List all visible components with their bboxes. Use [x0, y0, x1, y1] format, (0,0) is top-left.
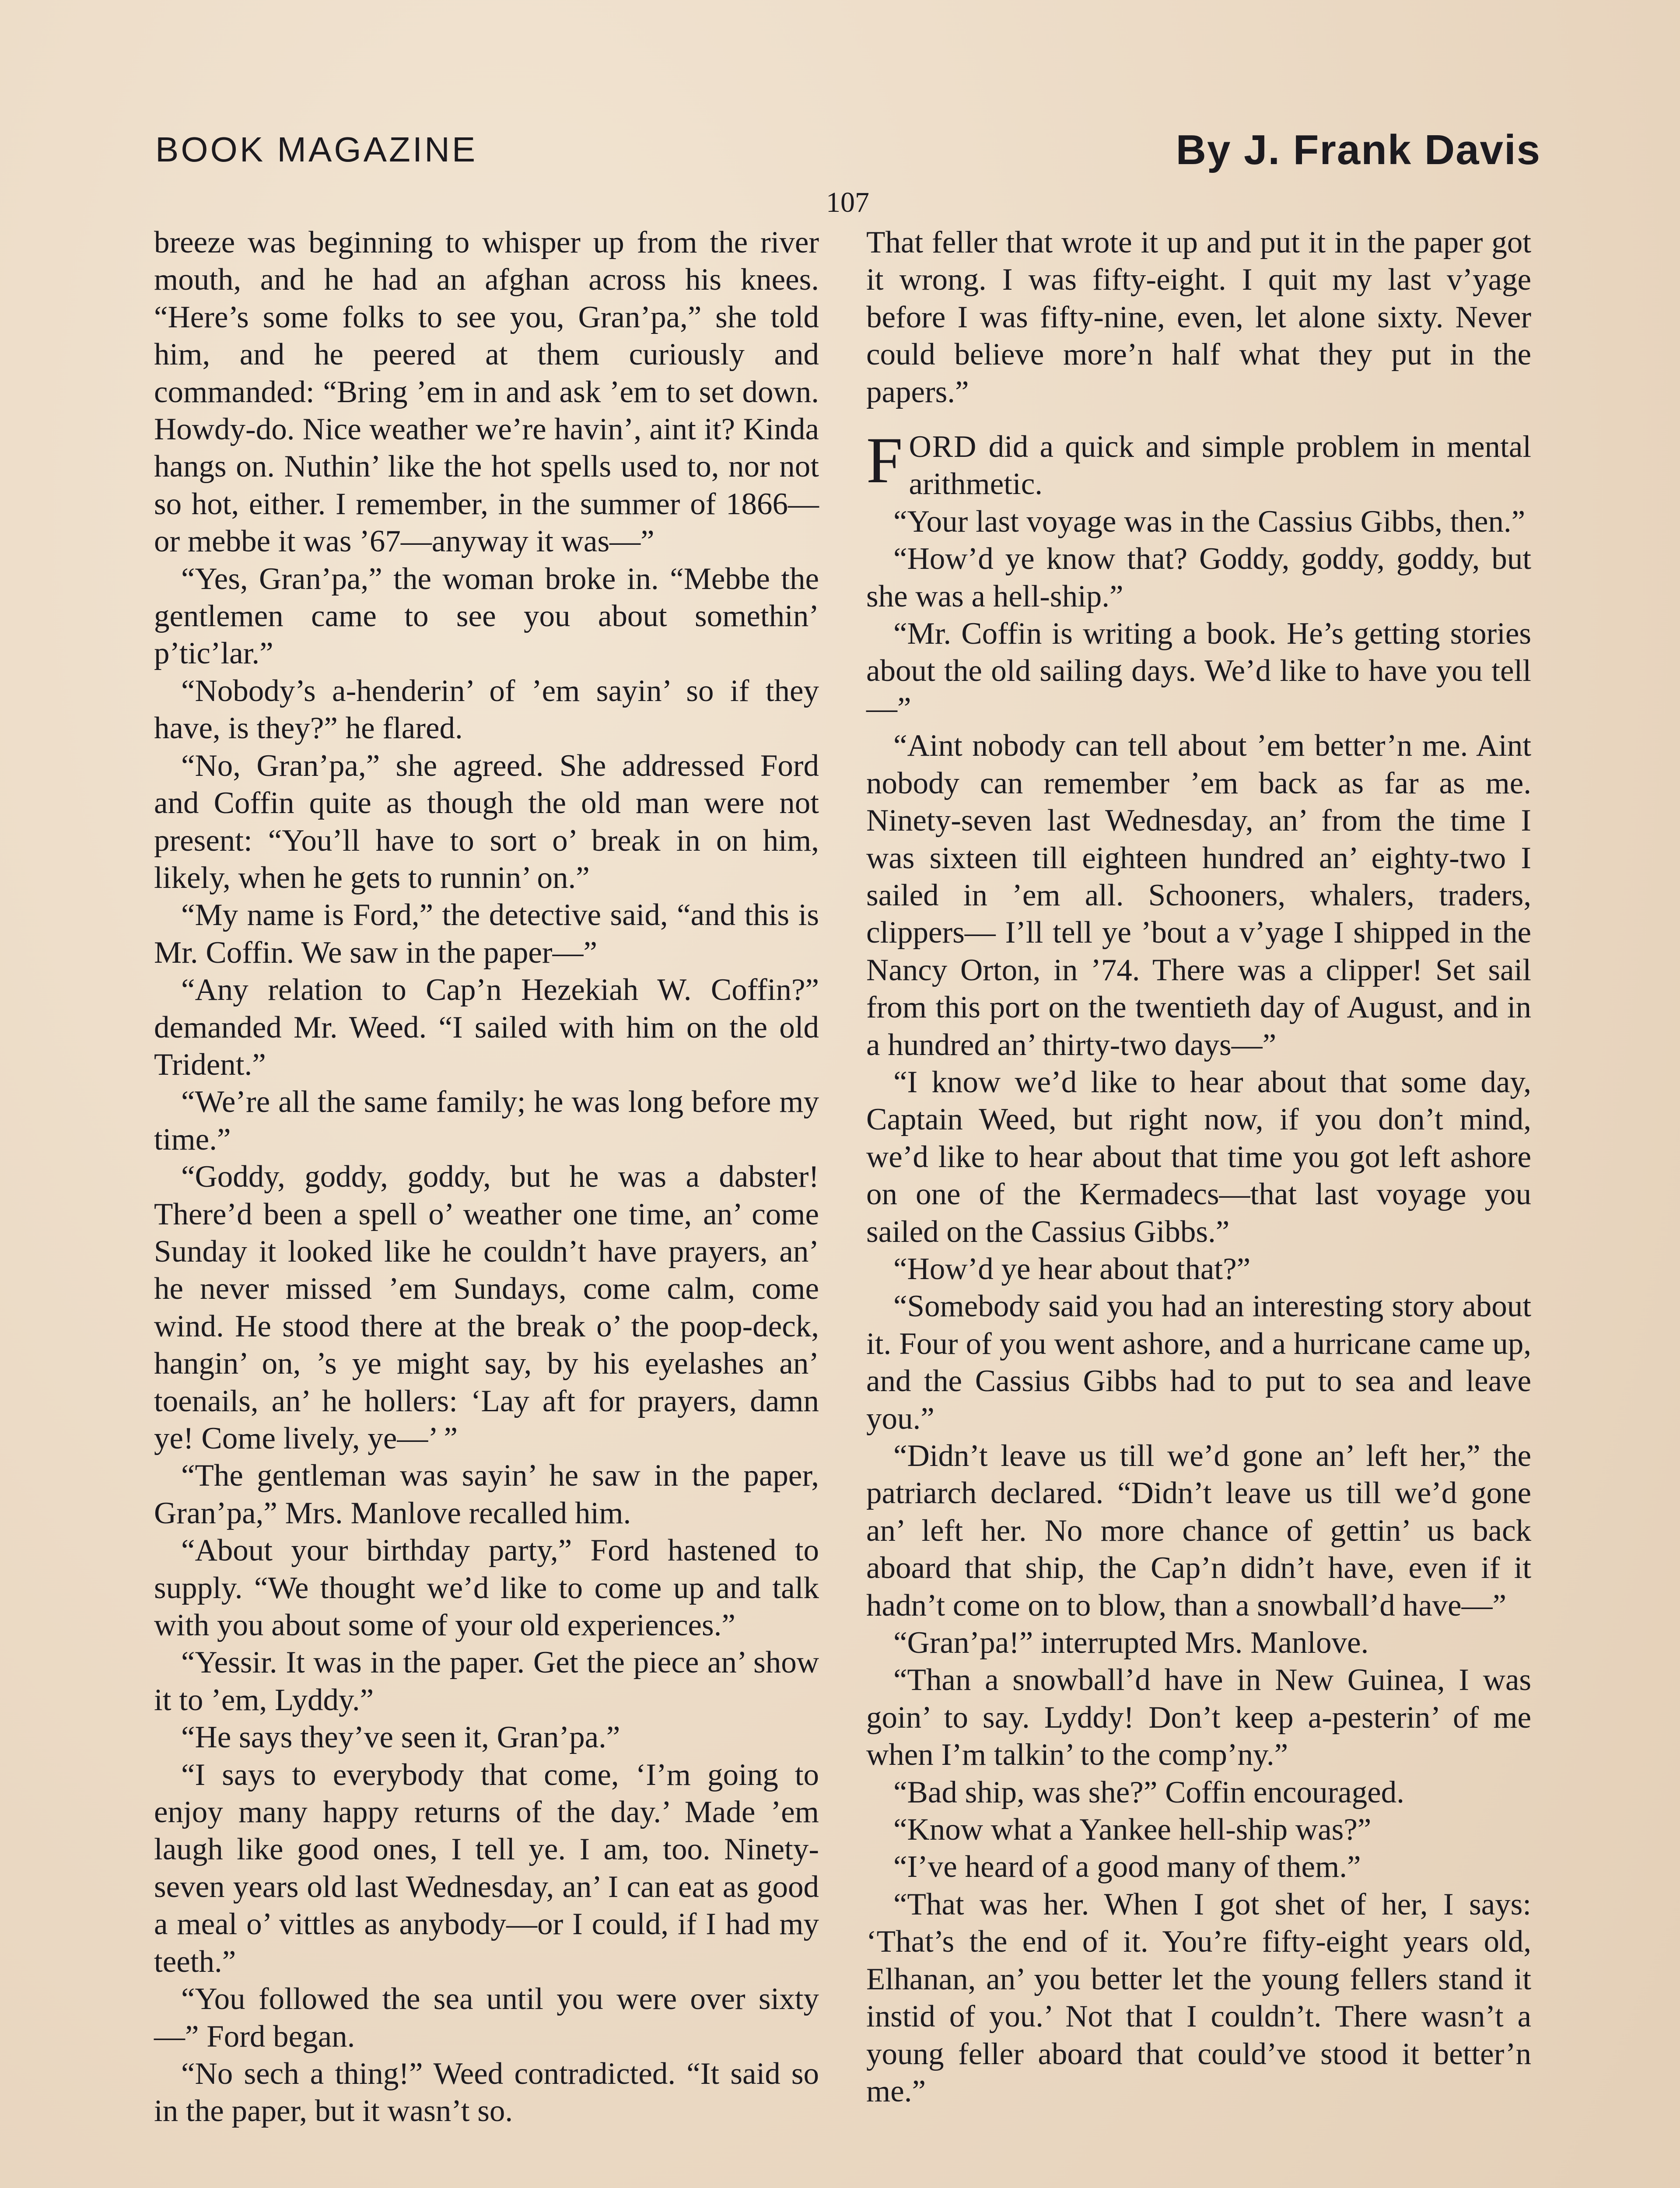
- paragraph: “Somebody said you had an interesting story about it. Four of you went ashore, and a hurricane came up, and the Cassius Gibbs had to put to sea and leave you.”: [866, 1289, 1531, 1436]
- paragraph: “That was her. When I got shet of her, I says: ‘That’s the end of it. You’re fifty-eight years old, Elhanan, an’ you better let the young fellers stand it instid of you.’ Not that I couldn’t. There wasn’t a young feller aboard that could’ve stood it better’n me.”: [866, 1887, 1531, 2108]
- paragraph: That feller that wrote it up and put it in the paper got it wrong. I was fifty-eight. I quit my last v’yage before I was fifty-nine, even, let alone sixty. Never could believe more’n half what they put in the papers.”: [866, 225, 1531, 409]
- paragraph: breeze was beginning to whisper up from the river mouth, and he had an afghan across his knees. “Here’s some folks to see you, Gran’pa,” she told him, and he peered at them curiously and commanded: “Bring ’em in and ask ’em to set down. Howdy-do. Nice weather we’re havin’, aint it? Kinda hangs on. Nuthin’ like the hot spells used to, nor not so hot, either. I remember, in the summer of 1866—or mebbe it was ’67—anyway it was—”: [154, 225, 819, 559]
- paragraph: “Aint nobody can tell about ’em better’n me. Aint nobody can remember ’em back as far as me. Ninety-seven last Wednesday, an’ from the time I was sixteen till eighteen hundred an’ eighty-two I sailed in ’em all. Schooners, whalers, traders, clippers— I’ll tell ye ’bout a v’yage I shipped in the Nancy Orton, in ’74. There was a clipper! Set sail from this port on the twentieth day of August, and in a hundred an’ thirty-two days—”: [866, 729, 1531, 1062]
- paragraph: “Goddy, goddy, goddy, but he was a dabster! There’d been a spell o’ weather one time, an’ come Sunday it looked like he couldn’t have prayers, an’ he never missed ’em Sundays, come calm, come wind. He stood there at the break o’ the poop-deck, hangin’ on, ’s ye might say, by his eyelashes an’ toenails, an’ he hollers: ‘Lay aft for prayers, damn ye! Come lively, ye—’ ”: [154, 1160, 819, 1455]
- drop-cap: F: [866, 424, 903, 497]
- paragraph: “You followed the sea until you were over sixty—” Ford began.: [154, 1982, 819, 2054]
- paragraph: “I’ve heard of a good many of them.”: [893, 1850, 1361, 1884]
- paragraph: “Than a snowball’d have in New Guinea, I was goin’ to say. Lyddy! Don’t keep a-pesterin’ of me when I’m talkin’ to the comp’ny.”: [866, 1663, 1531, 1772]
- paragraph: “Your last voyage was in the Cassius Gibbs, then.”: [893, 504, 1526, 539]
- paragraph: “Yes, Gran’pa,” the woman broke in. “Mebbe the gentlemen came to see you about somethin’ p’tic’lar.”: [154, 561, 819, 671]
- paragraph: “The gentleman was sayin’ he saw in the paper, Gran’pa,” Mrs. Manlove recalled him.: [154, 1459, 819, 1530]
- author-byline: By J. Frank Davis: [1176, 126, 1541, 173]
- right-column: [866, 224, 1531, 2110]
- left-column: [154, 224, 819, 2130]
- paragraph: “Bad ship, was she?” Coffin encouraged.: [893, 1775, 1404, 1809]
- paragraph: “About your birthday party,” Ford hastened to supply. “We thought we’d like to come up and talk with you about some of your old experiences.”: [154, 1533, 819, 1643]
- paragraph: “Gran’pa!” interrupted Mrs. Manlove.: [893, 1626, 1369, 1660]
- paragraph: “My name is Ford,” the detective said, “and this is Mr. Coffin. We saw in the paper—”: [154, 898, 819, 970]
- paragraph: “Didn’t leave us till we’d gone an’ left her,” the patriarch declared. “Didn’t leave us till we’d gone an’ left her. No more chance of gettin’ us back aboard that ship, the Cap’n didn’t have, even if it hadn’t come on to blow, than a snowball’d have—”: [866, 1439, 1531, 1623]
- paragraph: “He says they’ve seen it, Gran’pa.”: [181, 1720, 620, 1755]
- page-number: 107: [826, 186, 869, 218]
- paragraph: “I says to everybody that come, ‘I’m going to enjoy many happy returns of the day.’ Made ’em laugh like good ones, I tell ye. I am, too. Ninety-seven years old last Wednesday, an’ I can eat as good a meal o’ vittles as anybody—or I could, if I had my teeth.”: [154, 1757, 819, 1979]
- paragraph: “I know we’d like to hear about that some day, Captain Weed, but right now, if you don’t mind, we’d like to hear about that time you got left ashore on one of the Kermadecs—that last voyage you sailed on the Cassius Gibbs.”: [866, 1065, 1531, 1249]
- opening-text: did a quick and simple problem in mental arithmetic.: [909, 430, 1531, 501]
- section-opening-paragraph: [866, 424, 1531, 503]
- paragraph: “Mr. Coffin is writing a book. He’s getting stories about the old sailing days. We’d like to have you tell—”: [866, 617, 1531, 726]
- small-caps-lead: ORD: [909, 430, 977, 464]
- paragraph: “Yessir. It was in the paper. Get the piece an’ show it to ’em, Lyddy.”: [154, 1645, 819, 1717]
- paragraph: “How’d ye hear about that?”: [893, 1252, 1251, 1286]
- paragraph: “Any relation to Cap’n Hezekiah W. Coffin?” demanded Mr. Weed. “I sailed with him on the old Trident.”: [154, 973, 819, 1082]
- paragraph: “We’re all the same family; he was long before my time.”: [154, 1085, 819, 1157]
- magazine-title: BOOK MAGAZINE: [155, 130, 478, 169]
- paragraph: “No, Gran’pa,” she agreed. She addressed Ford and Coffin quite as though the old man were not present: “You’ll have to sort o’ break in on him, likely, when he gets to runnin’ on.”: [154, 748, 819, 895]
- paragraph: “Know what a Yankee hell-ship was?”: [893, 1813, 1372, 1847]
- paragraph: “Nobody’s a-henderin’ of ’em sayin’ so if they have, is they?” he flared.: [154, 673, 819, 746]
- paragraph: “How’d ye know that? Goddy, goddy, goddy, but she was a hell-ship.”: [866, 542, 1531, 614]
- paragraph: “No sech a thing!” Weed contradicted. “It said so in the paper, but it wasn’t so.: [154, 2056, 819, 2128]
